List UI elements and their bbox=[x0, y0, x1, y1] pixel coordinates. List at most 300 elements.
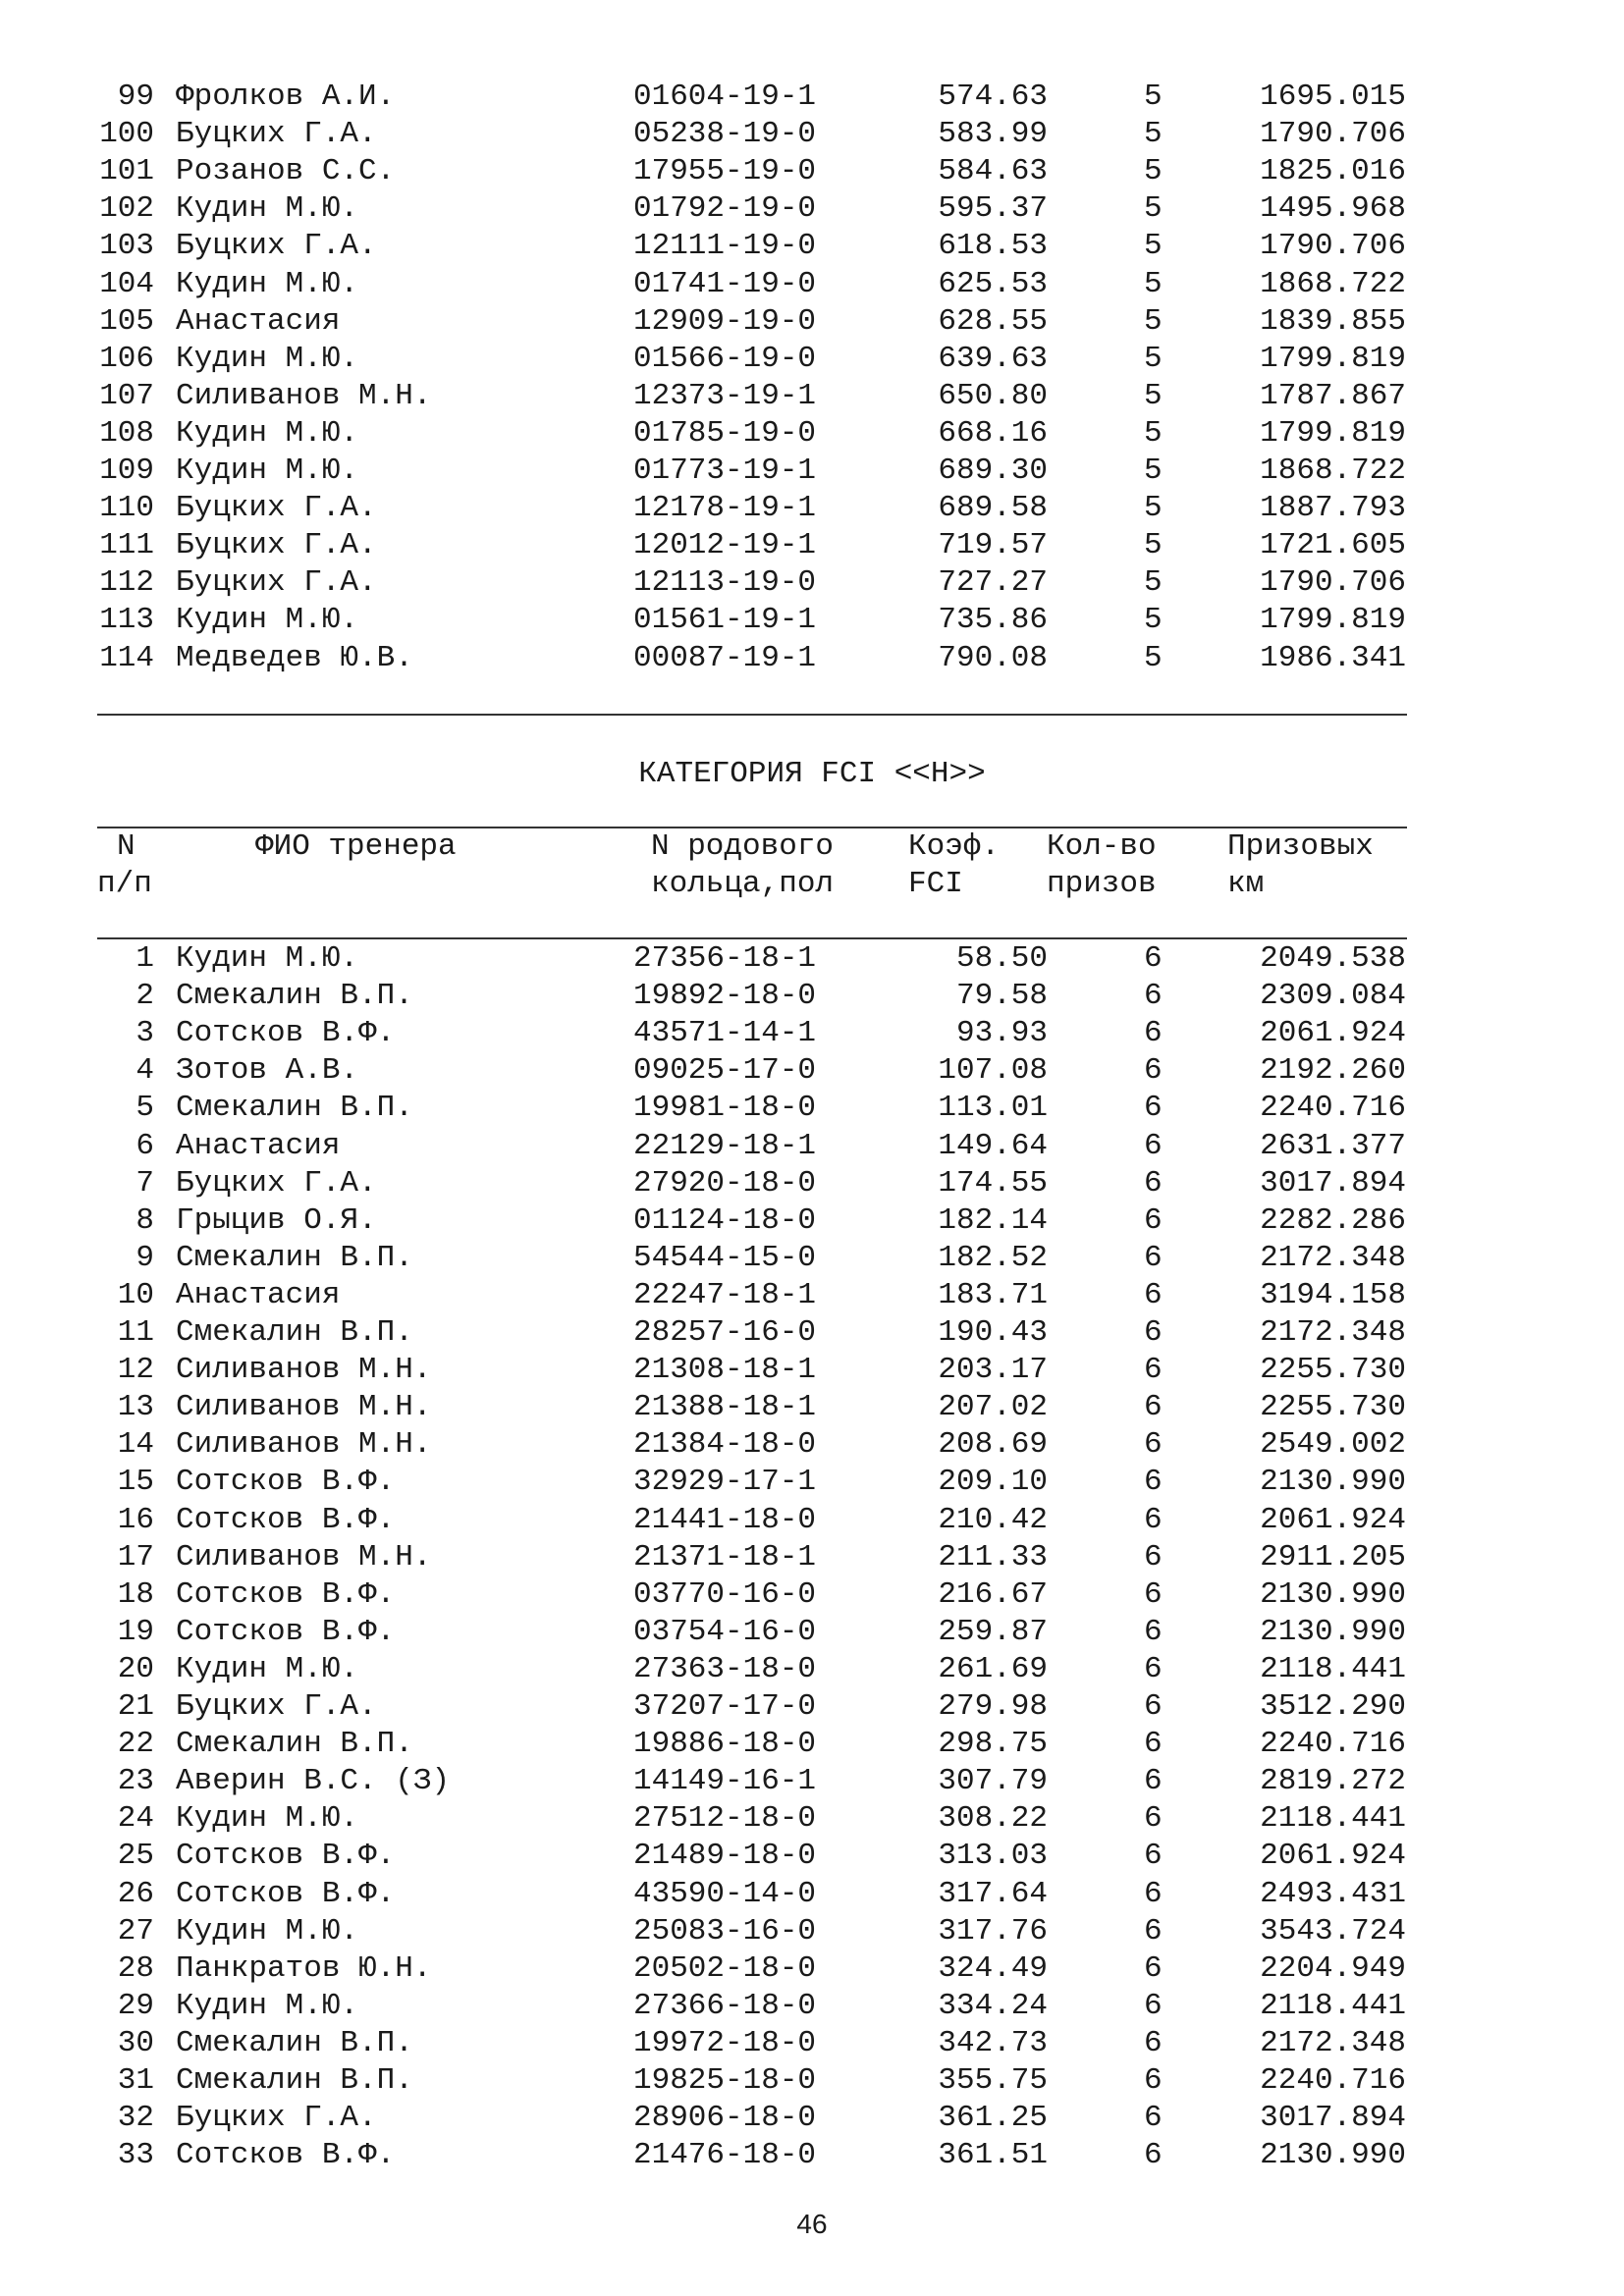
ring-number: 32929-17-1 bbox=[633, 1465, 817, 1500]
ring-number: 22247-18-1 bbox=[633, 1277, 817, 1312]
prize-count: 6 bbox=[1144, 1165, 1163, 1201]
table-row bbox=[0, 978, 1624, 1015]
table-row bbox=[0, 1165, 1624, 1202]
prize-count: 5 bbox=[1144, 191, 1163, 227]
row-number: 23 bbox=[117, 1764, 154, 1799]
row-number: 19 bbox=[117, 1614, 154, 1649]
ring-number: 43571-14-1 bbox=[633, 1016, 817, 1051]
prize-km: 2118.441 bbox=[1260, 1988, 1406, 2023]
trainer-name: Панкратов Ю.Н. bbox=[176, 1950, 432, 1986]
fci-coefficient: 342.73 bbox=[938, 2025, 1048, 2060]
table-row bbox=[0, 1576, 1624, 1614]
trainer-name: Розанов С.С. bbox=[176, 154, 396, 189]
prize-count: 6 bbox=[1144, 1651, 1163, 1686]
ring-number: 27363-18-0 bbox=[633, 1651, 817, 1686]
row-number: 11 bbox=[117, 1315, 154, 1350]
ring-number: 12373-19-1 bbox=[633, 378, 817, 413]
prize-km: 2130.990 bbox=[1260, 2138, 1406, 2173]
row-number: 33 bbox=[117, 2138, 154, 2173]
prize-count: 5 bbox=[1144, 565, 1163, 601]
trainer-name: Кудин М.Ю. bbox=[176, 603, 359, 638]
row-number: 100 bbox=[99, 117, 154, 152]
trainer-name: Силиванов М.Н. bbox=[176, 378, 432, 413]
fci-coefficient: 317.64 bbox=[938, 1876, 1048, 1911]
trainer-name: Кудин М.Ю. bbox=[176, 1801, 359, 1837]
ring-number: 03754-16-0 bbox=[633, 1614, 817, 1649]
table-row bbox=[0, 1800, 1624, 1838]
trainer-name: Зотов А.В. bbox=[176, 1053, 359, 1089]
prize-count: 5 bbox=[1144, 603, 1163, 638]
prize-km: 2309.084 bbox=[1260, 979, 1406, 1014]
table-row bbox=[0, 1052, 1624, 1090]
ring-number: 19892-18-0 bbox=[633, 979, 817, 1014]
header-count-sub: призов bbox=[1047, 867, 1157, 901]
row-number: 106 bbox=[99, 341, 154, 376]
prize-km: 2118.441 bbox=[1260, 1801, 1406, 1837]
row-number: 107 bbox=[99, 378, 154, 413]
fci-coefficient: 639.63 bbox=[938, 341, 1048, 376]
prize-count: 6 bbox=[1144, 1091, 1163, 1126]
prize-count: 5 bbox=[1144, 454, 1163, 488]
header-ring-sub: кольца,пол bbox=[651, 867, 835, 901]
ring-number: 21384-18-0 bbox=[633, 1427, 817, 1463]
prize-km: 2130.990 bbox=[1260, 1465, 1406, 1500]
trainer-name: Сотсков В.Ф. bbox=[176, 1016, 396, 1051]
table-row bbox=[0, 564, 1624, 602]
prize-count: 6 bbox=[1144, 1502, 1163, 1537]
prize-km: 2204.949 bbox=[1260, 1950, 1406, 1986]
row-number: 25 bbox=[117, 1839, 154, 1874]
fci-coefficient: 113.01 bbox=[938, 1091, 1048, 1126]
prize-km: 1495.968 bbox=[1260, 191, 1406, 227]
ring-number: 01561-19-1 bbox=[633, 603, 817, 638]
row-number: 8 bbox=[135, 1202, 154, 1238]
prize-count: 6 bbox=[1144, 1465, 1163, 1500]
table-row bbox=[0, 2062, 1624, 2100]
row-number: 112 bbox=[99, 565, 154, 601]
fci-coefficient: 216.67 bbox=[938, 1576, 1048, 1612]
prize-km: 2172.348 bbox=[1260, 2025, 1406, 2060]
fci-coefficient: 93.93 bbox=[955, 1016, 1048, 1051]
page-number: 46 bbox=[796, 2209, 828, 2239]
prize-count: 6 bbox=[1144, 1801, 1163, 1837]
ring-number: 01604-19-1 bbox=[633, 80, 817, 114]
header-coef-sub: FCI bbox=[908, 867, 963, 901]
row-number: 101 bbox=[99, 154, 154, 189]
row-number: 22 bbox=[117, 1727, 154, 1762]
fci-coefficient: 324.49 bbox=[938, 1950, 1048, 1986]
trainer-name: Буцких Г.А. bbox=[176, 117, 377, 152]
prize-count: 6 bbox=[1144, 941, 1163, 976]
row-number: 31 bbox=[117, 2063, 154, 2098]
prize-count: 6 bbox=[1144, 1539, 1163, 1575]
table-row bbox=[0, 1876, 1624, 1913]
fci-coefficient: 149.64 bbox=[938, 1128, 1048, 1163]
header-bottom-rule bbox=[97, 937, 1407, 939]
prize-km: 2911.205 bbox=[1260, 1539, 1406, 1575]
prize-km: 1825.016 bbox=[1260, 154, 1406, 189]
row-number: 1 bbox=[135, 941, 154, 976]
table-row bbox=[0, 1352, 1624, 1389]
table-row bbox=[0, 1464, 1624, 1501]
trainer-name: Кудин М.Ю. bbox=[176, 266, 359, 301]
prize-km: 1868.722 bbox=[1260, 266, 1406, 301]
ring-number: 17955-19-0 bbox=[633, 154, 817, 189]
ring-number: 03770-16-0 bbox=[633, 1576, 817, 1612]
prize-count: 6 bbox=[1144, 1764, 1163, 1799]
fci-coefficient: 583.99 bbox=[938, 117, 1048, 152]
trainer-name: Силиванов М.Н. bbox=[176, 1539, 432, 1575]
prize-count: 6 bbox=[1144, 1576, 1163, 1612]
prize-count: 6 bbox=[1144, 1614, 1163, 1649]
ring-number: 21476-18-0 bbox=[633, 2138, 817, 2173]
row-number: 29 bbox=[117, 1988, 154, 2023]
fci-coefficient: 584.63 bbox=[938, 154, 1048, 189]
trainer-name: Буцких Г.А. bbox=[176, 1165, 377, 1201]
fci-coefficient: 595.37 bbox=[938, 191, 1048, 227]
table-row bbox=[0, 1389, 1624, 1426]
table-row bbox=[0, 2100, 1624, 2137]
ring-number: 01773-19-1 bbox=[633, 454, 817, 488]
prize-km: 2061.924 bbox=[1260, 1502, 1406, 1537]
header-n: N bbox=[117, 829, 135, 864]
trainer-name: Аверин В.С. (З) bbox=[176, 1764, 451, 1799]
row-number: 20 bbox=[117, 1651, 154, 1686]
row-number: 17 bbox=[117, 1539, 154, 1575]
trainer-name: Кудин М.Ю. bbox=[176, 1651, 359, 1686]
table-row bbox=[0, 378, 1624, 415]
row-number: 15 bbox=[117, 1465, 154, 1500]
header-ring: N родового bbox=[651, 829, 835, 864]
prize-count: 6 bbox=[1144, 1913, 1163, 1949]
prize-count: 5 bbox=[1144, 378, 1163, 413]
table-row bbox=[0, 303, 1624, 341]
prize-km: 1721.605 bbox=[1260, 528, 1406, 563]
prize-count: 6 bbox=[1144, 2138, 1163, 2173]
prize-km: 2819.272 bbox=[1260, 1764, 1406, 1799]
fci-coefficient: 790.08 bbox=[938, 640, 1048, 675]
trainer-name: Анастасия bbox=[176, 1277, 341, 1312]
header-count: Кол-во bbox=[1047, 829, 1157, 864]
ring-number: 12178-19-1 bbox=[633, 491, 817, 526]
prize-count: 5 bbox=[1144, 640, 1163, 675]
prize-count: 5 bbox=[1144, 303, 1163, 339]
fci-coefficient: 735.86 bbox=[938, 603, 1048, 638]
table-row bbox=[0, 1240, 1624, 1277]
table-row bbox=[0, 1128, 1624, 1165]
header-coef: Коэф. bbox=[908, 829, 1001, 864]
trainer-name: Смекалин В.П. bbox=[176, 1091, 413, 1126]
prize-count: 5 bbox=[1144, 415, 1163, 451]
row-number: 4 bbox=[135, 1053, 154, 1089]
table-row bbox=[0, 266, 1624, 303]
trainer-name: Буцких Г.А. bbox=[176, 229, 377, 264]
fci-coefficient: 618.53 bbox=[938, 229, 1048, 264]
table-row bbox=[0, 1913, 1624, 1950]
row-number: 28 bbox=[117, 1950, 154, 1986]
fci-coefficient: 355.75 bbox=[938, 2063, 1048, 2098]
trainer-name: Сотсков В.Ф. bbox=[176, 1839, 396, 1874]
prize-km: 2061.924 bbox=[1260, 1016, 1406, 1051]
header-km: Призовых bbox=[1227, 829, 1374, 864]
ring-number: 27920-18-0 bbox=[633, 1165, 817, 1201]
prize-km: 2130.990 bbox=[1260, 1576, 1406, 1612]
ring-number: 01566-19-0 bbox=[633, 341, 817, 376]
table-row bbox=[0, 1539, 1624, 1576]
fci-coefficient: 334.24 bbox=[938, 1988, 1048, 2023]
prize-km: 3543.724 bbox=[1260, 1913, 1406, 1949]
table-row bbox=[0, 490, 1624, 527]
prize-count: 5 bbox=[1144, 491, 1163, 526]
table-row bbox=[0, 1090, 1624, 1127]
prize-count: 6 bbox=[1144, 1277, 1163, 1312]
row-number: 5 bbox=[135, 1091, 154, 1126]
prize-km: 2549.002 bbox=[1260, 1427, 1406, 1463]
prize-km: 1790.706 bbox=[1260, 565, 1406, 601]
trainer-name: Смекалин В.П. bbox=[176, 2063, 413, 2098]
table-row bbox=[0, 1502, 1624, 1539]
trainer-name: Буцких Г.А. bbox=[176, 1689, 377, 1724]
fci-coefficient: 207.02 bbox=[938, 1390, 1048, 1425]
table-row bbox=[0, 1426, 1624, 1464]
prize-km: 2255.730 bbox=[1260, 1390, 1406, 1425]
row-number: 3 bbox=[135, 1016, 154, 1051]
table-row bbox=[0, 1726, 1624, 1763]
prize-count: 6 bbox=[1144, 1202, 1163, 1238]
prize-km: 2240.716 bbox=[1260, 2063, 1406, 2098]
top-table-bottom-rule bbox=[97, 714, 1407, 716]
ring-number: 05238-19-0 bbox=[633, 117, 817, 152]
prize-count: 6 bbox=[1144, 1876, 1163, 1911]
prize-km: 1799.819 bbox=[1260, 415, 1406, 451]
ring-number: 01124-18-0 bbox=[633, 1202, 817, 1238]
prize-km: 2255.730 bbox=[1260, 1353, 1406, 1388]
prize-km: 2061.924 bbox=[1260, 1839, 1406, 1874]
category-title: КАТЕГОРИЯ FCI <<H>> bbox=[638, 757, 986, 791]
prize-count: 6 bbox=[1144, 1839, 1163, 1874]
row-number: 32 bbox=[117, 2101, 154, 2136]
prize-count: 6 bbox=[1144, 1016, 1163, 1051]
row-number: 21 bbox=[117, 1689, 154, 1724]
row-number: 16 bbox=[117, 1502, 154, 1537]
prize-km: 2493.431 bbox=[1260, 1876, 1406, 1911]
prize-count: 5 bbox=[1144, 266, 1163, 301]
fci-coefficient: 668.16 bbox=[938, 415, 1048, 451]
table-row bbox=[0, 1614, 1624, 1651]
trainer-name: Анастасия bbox=[176, 303, 341, 339]
ring-number: 20502-18-0 bbox=[633, 1950, 817, 1986]
ring-number: 37207-17-0 bbox=[633, 1689, 817, 1724]
header-name: ФИО тренера bbox=[255, 829, 457, 864]
prize-km: 1695.015 bbox=[1260, 80, 1406, 114]
trainer-name: Кудин М.Ю. bbox=[176, 341, 359, 376]
table-row bbox=[0, 341, 1624, 378]
fci-coefficient: 182.52 bbox=[938, 1240, 1048, 1275]
ring-number: 19972-18-0 bbox=[633, 2025, 817, 2060]
fci-coefficient: 650.80 bbox=[938, 378, 1048, 413]
prize-count: 6 bbox=[1144, 1053, 1163, 1089]
ring-number: 28906-18-0 bbox=[633, 2101, 817, 2136]
prize-km: 1790.706 bbox=[1260, 229, 1406, 264]
table-row bbox=[0, 1277, 1624, 1314]
table-row bbox=[0, 1988, 1624, 2025]
prize-km: 2049.538 bbox=[1260, 941, 1406, 976]
prize-count: 6 bbox=[1144, 1689, 1163, 1724]
prize-km: 1868.722 bbox=[1260, 454, 1406, 488]
fci-coefficient: 313.03 bbox=[938, 1839, 1048, 1874]
prize-count: 6 bbox=[1144, 1315, 1163, 1350]
trainer-name: Смекалин В.П. bbox=[176, 1315, 413, 1350]
prize-km: 1887.793 bbox=[1260, 491, 1406, 526]
ring-number: 12111-19-0 bbox=[633, 229, 817, 264]
ring-number: 00087-19-1 bbox=[633, 640, 817, 675]
prize-count: 5 bbox=[1144, 80, 1163, 114]
row-number: 108 bbox=[99, 415, 154, 451]
fci-coefficient: 58.50 bbox=[955, 941, 1048, 976]
ring-number: 27366-18-0 bbox=[633, 1988, 817, 2023]
ring-number: 21308-18-1 bbox=[633, 1353, 817, 1388]
ring-number: 27512-18-0 bbox=[633, 1801, 817, 1837]
prize-count: 6 bbox=[1144, 1240, 1163, 1275]
prize-km: 1790.706 bbox=[1260, 117, 1406, 152]
table-row bbox=[0, 1763, 1624, 1800]
trainer-name: Буцких Г.А. bbox=[176, 528, 377, 563]
table-row bbox=[0, 1314, 1624, 1352]
prize-count: 6 bbox=[1144, 1427, 1163, 1463]
ring-number: 19981-18-0 bbox=[633, 1091, 817, 1126]
trainer-name: Смекалин В.П. bbox=[176, 979, 413, 1014]
fci-coefficient: 209.10 bbox=[938, 1465, 1048, 1500]
table-row bbox=[0, 116, 1624, 153]
row-number: 113 bbox=[99, 603, 154, 638]
prize-count: 6 bbox=[1144, 1390, 1163, 1425]
prize-km: 1799.819 bbox=[1260, 341, 1406, 376]
ring-number: 54544-15-0 bbox=[633, 1240, 817, 1275]
table-row bbox=[0, 640, 1624, 677]
prize-km: 2130.990 bbox=[1260, 1614, 1406, 1649]
fci-coefficient: 308.22 bbox=[938, 1801, 1048, 1837]
fci-coefficient: 719.57 bbox=[938, 528, 1048, 563]
ring-number: 19886-18-0 bbox=[633, 1727, 817, 1762]
ring-number: 19825-18-0 bbox=[633, 2063, 817, 2098]
ring-number: 27356-18-1 bbox=[633, 941, 817, 976]
prize-km: 3017.894 bbox=[1260, 1165, 1406, 1201]
trainer-name: Смекалин В.П. bbox=[176, 1240, 413, 1275]
fci-coefficient: 210.42 bbox=[938, 1502, 1048, 1537]
row-number: 111 bbox=[99, 528, 154, 563]
fci-coefficient: 689.30 bbox=[938, 454, 1048, 488]
ring-number: 01741-19-0 bbox=[633, 266, 817, 301]
ring-number: 22129-18-1 bbox=[633, 1128, 817, 1163]
row-number: 10 bbox=[117, 1277, 154, 1312]
fci-coefficient: 317.76 bbox=[938, 1913, 1048, 1949]
prize-km: 2192.260 bbox=[1260, 1053, 1406, 1089]
prize-km: 2282.286 bbox=[1260, 1202, 1406, 1238]
table-row bbox=[0, 1202, 1624, 1240]
fci-coefficient: 727.27 bbox=[938, 565, 1048, 601]
prize-count: 5 bbox=[1144, 117, 1163, 152]
row-number: 104 bbox=[99, 266, 154, 301]
ring-number: 01792-19-0 bbox=[633, 191, 817, 227]
ring-number: 12909-19-0 bbox=[633, 303, 817, 339]
prize-count: 6 bbox=[1144, 2101, 1163, 2136]
table-row bbox=[0, 1015, 1624, 1052]
prize-km: 1799.819 bbox=[1260, 603, 1406, 638]
row-number: 110 bbox=[99, 491, 154, 526]
fci-coefficient: 628.55 bbox=[938, 303, 1048, 339]
ring-number: 21489-18-0 bbox=[633, 1839, 817, 1874]
table-row bbox=[0, 527, 1624, 564]
row-number: 105 bbox=[99, 303, 154, 339]
ring-number: 14149-16-1 bbox=[633, 1764, 817, 1799]
row-number: 14 bbox=[117, 1427, 154, 1463]
prize-km: 1787.867 bbox=[1260, 378, 1406, 413]
ring-number: 21441-18-0 bbox=[633, 1502, 817, 1537]
trainer-name: Буцких Г.А. bbox=[176, 2101, 377, 2136]
fci-coefficient: 211.33 bbox=[938, 1539, 1048, 1575]
trainer-name: Смекалин В.П. bbox=[176, 1727, 413, 1762]
trainer-name: Грыцив О.Я. bbox=[176, 1202, 377, 1238]
prize-km: 2118.441 bbox=[1260, 1651, 1406, 1686]
trainer-name: Анастасия bbox=[176, 1128, 341, 1163]
prize-km: 2240.716 bbox=[1260, 1727, 1406, 1762]
ring-number: 12113-19-0 bbox=[633, 565, 817, 601]
trainer-name: Силиванов М.Н. bbox=[176, 1353, 432, 1388]
row-number: 12 bbox=[117, 1353, 154, 1388]
prize-count: 6 bbox=[1144, 979, 1163, 1014]
table-row bbox=[0, 190, 1624, 228]
table-row bbox=[0, 602, 1624, 639]
trainer-name: Смекалин В.П. bbox=[176, 2025, 413, 2060]
table-row bbox=[0, 1838, 1624, 1875]
prize-count: 5 bbox=[1144, 528, 1163, 563]
row-number: 103 bbox=[99, 229, 154, 264]
row-number: 2 bbox=[135, 979, 154, 1014]
ring-number: 21371-18-1 bbox=[633, 1539, 817, 1575]
table-row bbox=[0, 2137, 1624, 2174]
prize-count: 6 bbox=[1144, 1950, 1163, 1986]
ring-number: 01785-19-0 bbox=[633, 415, 817, 451]
trainer-name: Кудин М.Ю. bbox=[176, 941, 359, 976]
fci-coefficient: 298.75 bbox=[938, 1727, 1048, 1762]
table-row bbox=[0, 415, 1624, 453]
table-row bbox=[0, 228, 1624, 265]
row-number: 9 bbox=[135, 1240, 154, 1275]
prize-count: 6 bbox=[1144, 1353, 1163, 1388]
row-number: 13 bbox=[117, 1390, 154, 1425]
fci-coefficient: 361.25 bbox=[938, 2101, 1048, 2136]
row-number: 114 bbox=[99, 640, 154, 675]
trainer-name: Сотсков В.Ф. bbox=[176, 1576, 396, 1612]
row-number: 6 bbox=[135, 1128, 154, 1163]
row-number: 26 bbox=[117, 1876, 154, 1911]
fci-coefficient: 79.58 bbox=[955, 979, 1048, 1014]
row-number: 109 bbox=[99, 454, 154, 488]
fci-coefficient: 203.17 bbox=[938, 1353, 1048, 1388]
trainer-name: Буцких Г.А. bbox=[176, 565, 377, 601]
trainer-name: Сотсков В.Ф. bbox=[176, 1502, 396, 1537]
table-row bbox=[0, 1688, 1624, 1726]
trainer-name: Силиванов М.Н. bbox=[176, 1427, 432, 1463]
fci-coefficient: 625.53 bbox=[938, 266, 1048, 301]
trainer-name: Кудин М.Ю. bbox=[176, 415, 359, 451]
trainer-name: Кудин М.Ю. bbox=[176, 1913, 359, 1949]
prize-km: 2631.377 bbox=[1260, 1128, 1406, 1163]
row-number: 18 bbox=[117, 1576, 154, 1612]
prize-count: 6 bbox=[1144, 2063, 1163, 2098]
ring-number: 12012-19-1 bbox=[633, 528, 817, 563]
prize-km: 2172.348 bbox=[1260, 1315, 1406, 1350]
